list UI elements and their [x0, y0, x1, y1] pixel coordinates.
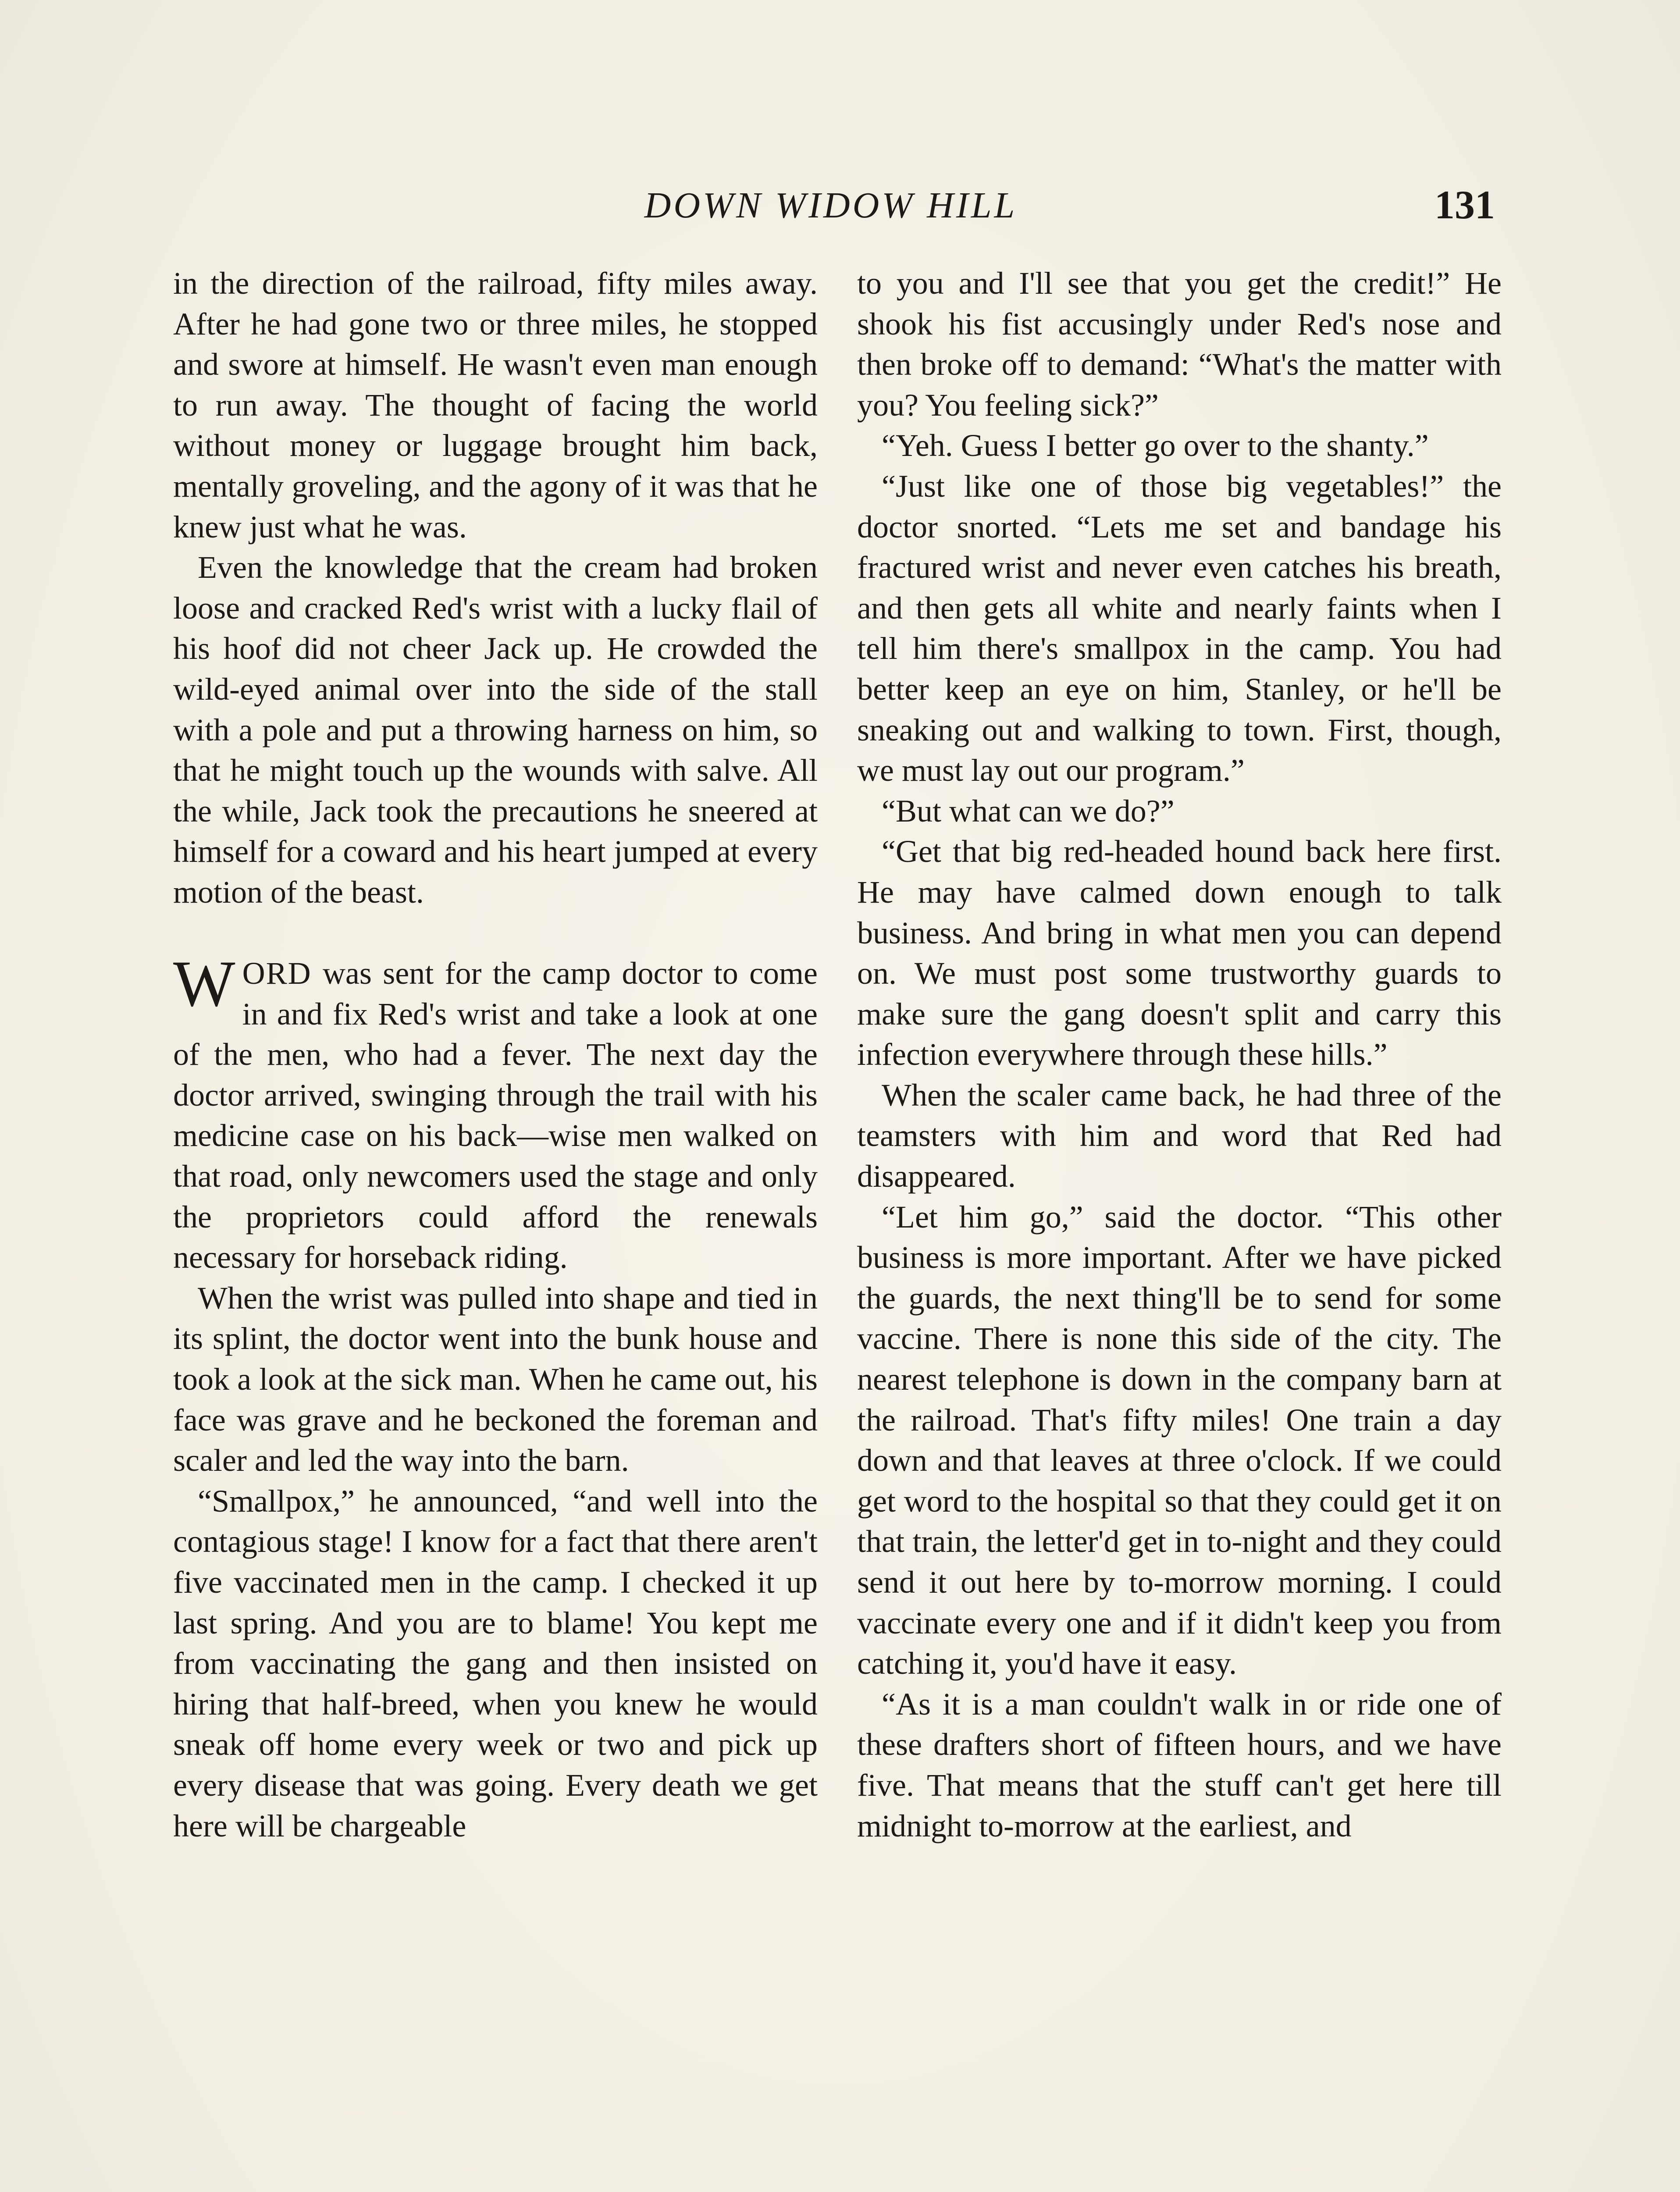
- page-number: 131: [1434, 182, 1495, 227]
- page-header: [0, 184, 1680, 246]
- paragraph: “Smallpox,” he announced, “and well into the contagious stage! I know for a fact that there aren't five vaccinated men in the camp. I checked it up last spring. And you are to blame! You kept me from vaccinating the gang and then insisted on hiring that half-breed, when you knew he would sneak off home every week or two and pick up every disease that was going. Every death we get here will be chargeable: [173, 1483, 818, 1843]
- small-caps-lead: ORD: [242, 956, 312, 991]
- paragraph: When the wrist was pulled into shape and tied in its splint, the doctor went into the bunk house and took a look at the sick man. When he came out, his face was grave and he beckoned the foreman and scaler and led the way into the barn.: [173, 1280, 818, 1478]
- paragraph: “But what can we do?”: [882, 793, 1175, 829]
- paragraph: to you and I'll see that you get the credit!” He shook his fist accusingly under Red's nose and then broke off to demand: “What's the matter with you? You feeling sick?”: [857, 266, 1502, 423]
- paragraph: When the scaler came back, he had three of the teamsters with him and word that Red had disappeared.: [857, 1077, 1502, 1194]
- paragraph: “Yeh. Guess I better go over to the shanty.”: [882, 428, 1429, 463]
- paragraph: “Just like one of those big vegetables!” the doctor snorted. “Lets me set and bandage his fractured wrist and never even catches his breath, and then gets all white and nearly faints when I tell him there's smallpox in the camp. You had better keep an eye on him, Stanley, or he'll be sneaking out and walking to town. First, though, we must lay out our program.”: [857, 468, 1502, 788]
- paragraph-text: was sent for the camp doctor to come in and fix Red's wrist and take a look at one of the men, who had a fever. The next day the doctor arrived, swinging through the trail with his medicine case on his back—wise men walked on that road, only newcomers used the stage and only the proprietors could afford the renewals necessary for horseback riding.: [173, 956, 818, 1275]
- section-opening-paragraph: [173, 947, 818, 1278]
- paragraph: “Get that big red-headed hound back here first. He may have calmed down enough to talk business. And bring in what men you can depend on. We must post some trustworthy guards to make sure the gang doesn't split and carry this infection everywhere through these hills.”: [857, 834, 1502, 1072]
- right-column: [857, 263, 1502, 1846]
- paragraph: “As it is a man couldn't walk in or ride one of these drafters short of fifteen hours, and we have five. That means that the stuff can't get here till midnight to-morrow at the earliest, and: [857, 1686, 1502, 1843]
- drop-cap: W: [173, 947, 235, 1021]
- paragraph: in the direction of the railroad, fifty miles away. After he had gone two or three miles, he stopped and swore at himself. He wasn't even man enough to run away. The thought of facing the world without money or luggage brought him back, mentally groveling, and the agony of it was that he knew just what he was.: [173, 266, 818, 544]
- left-column: [173, 263, 818, 1846]
- running-head: DOWN WIDOW HILL: [644, 185, 1018, 226]
- paragraph: Even the knowledge that the cream had broken loose and cracked Red's wrist with a lucky flail of his hoof did not cheer Jack up. He crowded the wild-eyed animal over into the side of the stall with a pole and put a throwing harness on him, so that he might touch up the wounds with salve. All the while, Jack took the precautions he sneered at himself for a coward and his heart jumped at every motion of the beast.: [173, 550, 818, 910]
- paragraph: “Let him go,” said the doctor. “This other business is more important. After we have picked the guards, the next thing'll be to send for some vaccine. There is none this side of the city. The nearest telephone is down in the company barn at the railroad. That's fifty miles! One train a day down and that leaves at three o'clock. If we could get word to the hospital so that they could get it on that train, the letter'd get in to-night and they could send it out here by to-morrow morning. I could vaccinate every one and if it didn't keep you from catching it, you'd have it easy.: [857, 1199, 1502, 1681]
